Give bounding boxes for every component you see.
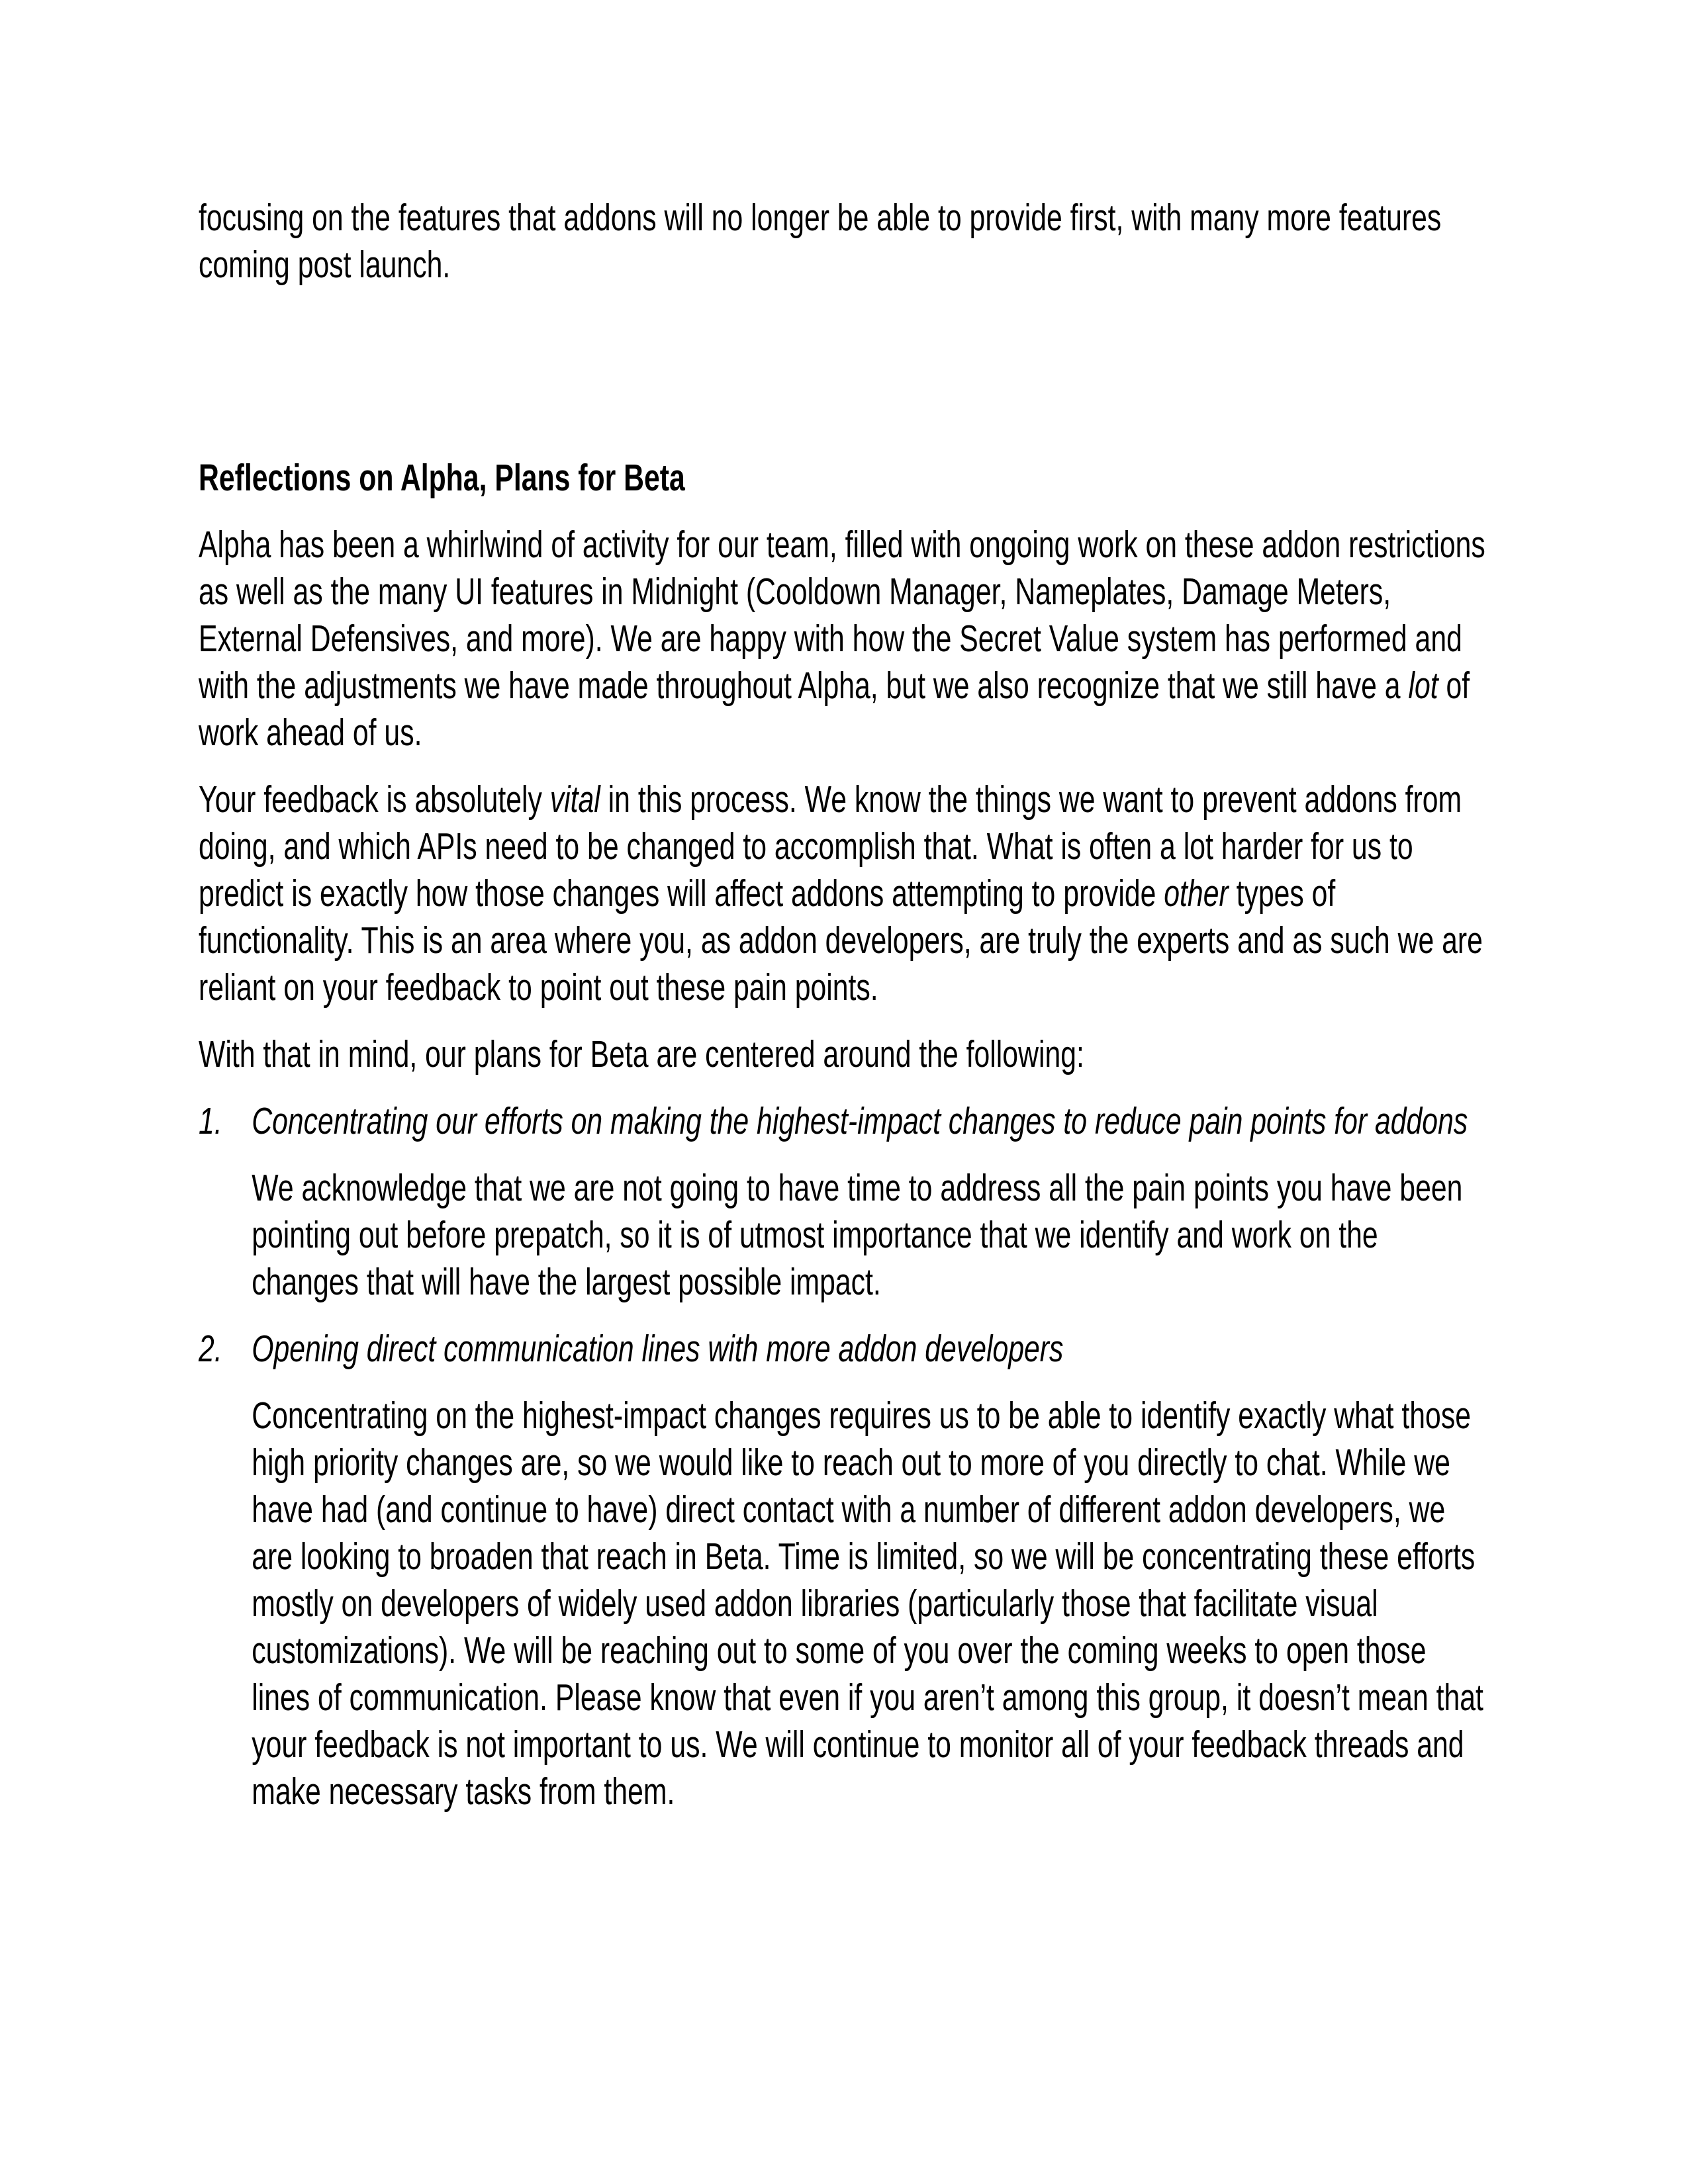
italic-text-run: lot xyxy=(1408,664,1438,707)
text-run: We acknowledge that we are not going to have time to address all the pain points you have been pointing out before prepatch, so it is of utmost importance that we identify and work on the changes that will have the largest possible impact. xyxy=(252,1167,1463,1303)
text-run: of work ahead of us. xyxy=(199,664,1470,754)
beta-plan-item-2 xyxy=(199,1326,1489,1373)
list-item-text xyxy=(252,1098,1489,1145)
beta-plan-item-1 xyxy=(199,1098,1489,1145)
beta-plan-item-2-detail xyxy=(199,1392,1489,1815)
list-number: 1. xyxy=(199,1100,222,1142)
list-number: 2. xyxy=(199,1328,222,1370)
text-run: Concentrating on the highest-impact changes requires us to be able to identify exactly what those high priority changes are, so we would like to reach out to more of you directly to chat. While we have had (and continue to have) direct contact with a number of different addon developers, we are looking to broaden that reach in Beta. Time is limited, so we will be concentrating these efforts mostly on developers of widely used addon libraries (particularly those that facilitate visual customizations). We will be reaching out to some of you over the coming weeks to open those lines of communication. Please know that even if you aren’t among this group, it doesn’t mean that your feedback is not important to us. We will continue to monitor all of your feedback threads and make necessary tasks from them. xyxy=(252,1394,1483,1813)
text-run: Reflections on Alpha, Plans for Beta xyxy=(199,457,685,499)
text-run: types of functionality. This is an area where you, as addon developers, are truly the experts and as such we are reliant on your feedback to point out these pain points. xyxy=(199,872,1483,1009)
italic-text-run: Concentrating our efforts on making the highest-impact changes to reduce pain points for addons xyxy=(252,1100,1468,1142)
text-run: focusing on the features that addons will no longer be able to provide first, with many more features coming post launch. xyxy=(199,197,1442,286)
feedback-importance-paragraph xyxy=(199,776,1489,1011)
list-item-text xyxy=(252,1326,1489,1373)
beta-plans-intro-paragraph xyxy=(199,1031,1489,1078)
section-heading xyxy=(199,455,1489,502)
text-run: Alpha has been a whirlwind of activity for our team, filled with ongoing work on these addon restrictions as well as the many UI features in Midnight (Cooldown Manager, Nameplates, Damage Meters, External Defensives, and more). We are happy with how the Secret Value system has performed and with the adjustments we have made throughout Alpha, but we also recognize that we still have a xyxy=(199,523,1485,707)
alpha-reflections-paragraph xyxy=(199,522,1489,756)
text-run: With that in mind, our plans for Beta are centered around the following: xyxy=(199,1033,1084,1075)
text-run: Your feedback is absolutely xyxy=(199,778,550,821)
intro-continuation-paragraph xyxy=(199,195,1489,289)
italic-text-run: vital xyxy=(549,778,600,821)
beta-plan-item-1-detail xyxy=(199,1165,1489,1306)
document-content xyxy=(199,195,1489,1835)
italic-text-run: other xyxy=(1164,872,1229,915)
italic-text-run: Opening direct communication lines with more addon developers xyxy=(252,1328,1064,1370)
text-run: in this process. We know the things we want to prevent addons from doing, and which APIs need to be changed to accomplish that. What is often a lot harder for us to predict is exactly how those changes will affect addons attempting to provide xyxy=(199,778,1462,915)
